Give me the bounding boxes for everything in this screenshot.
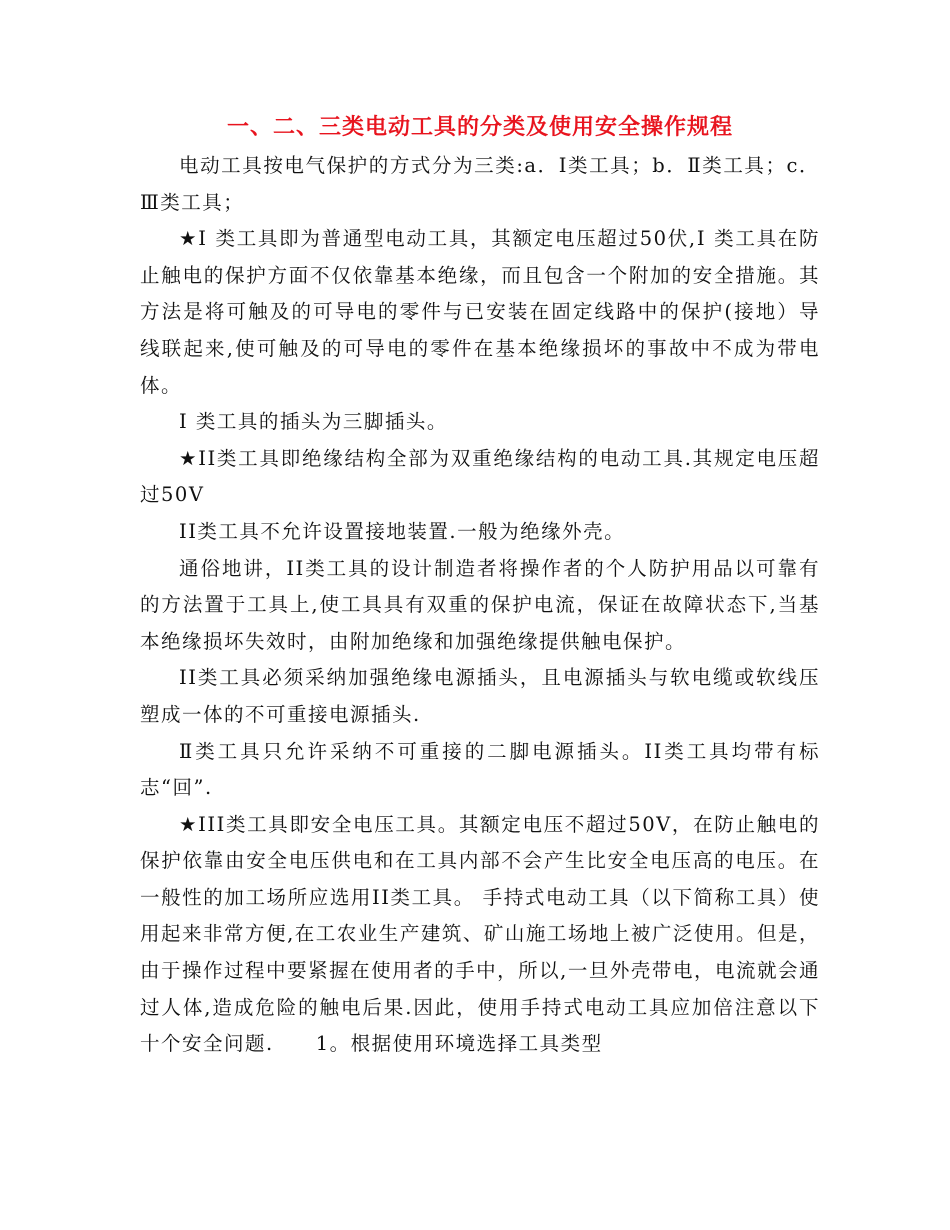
paragraph-class-two-mark: Ⅱ类工具只允许采纳不可重接的二脚电源插头。II类工具均带有标志“回”. (140, 739, 820, 800)
paragraph-class-two-explanation: 通俗地讲，II类工具的设计制造者将操作者的个人防护用品以可靠有的方法置于工具上,使工具具有双重的保护电流，保证在故障状态下,当基本绝缘损坏失效时，由附加绝缘和加强绝缘提供触电保护。 (140, 556, 820, 653)
paragraph-class-three: ★III类工具即安全电压工具。其额定电压不超过50V，在防止触电的保护依靠由安全电压供电和在工具内部不会产生比安全电压高的电压。在一般性的加工场所应选用II类工具。 手持式电动工具（以下简称工具）使用起来非常方便,在工农业生产建筑、矿山施工场地上被广泛使用。但是，由于操作过程中要紧握在使用者的手中，所以,一旦外壳带电，电流就会通过人体,造成危险的触电后果.因此，使用手持式电动工具应加倍注意以下十个安全问题. 1。根据使用环境选择工具类型 (140, 812, 820, 1056)
document-body (140, 148, 820, 1063)
document-title: 一、二、三类电动工具的分类及使用安全操作规程 (226, 115, 733, 140)
paragraph-classification: 电动工具按电气保护的方式分为三类:a．Ⅰ类工具；b．Ⅱ类工具；c．Ⅲ类工具； (140, 154, 820, 214)
paragraph-class-two-plug: II类工具必须采纳加强绝缘电源插头，且电源插头与软电缆或软线压塑成一体的不可重接电源插头. (140, 666, 820, 726)
paragraph-class-one-plug: Ⅰ 类工具的插头为三脚插头。 (179, 410, 448, 434)
paragraph-class-one: ★Ⅰ 类工具即为普通型电动工具，其额定电压超过50伏,Ⅰ 类工具在防止触电的保护方面不仅依靠基本绝缘，而且包含一个附加的安全措施。其方法是将可触及的可导电的零件与已安装在固定线路中的保护(接地）导线联起来,使可触及的可导电的零件在基本绝缘损坏的事故中不成为带电体。 (140, 227, 820, 397)
paragraph-class-two: ★II类工具即绝缘结构全部为双重绝缘结构的电动工具.其规定电压超过50V (140, 446, 820, 507)
paragraph-class-two-grounding: II类工具不允许设置接地装置.一般为绝缘外壳。 (179, 519, 626, 543)
